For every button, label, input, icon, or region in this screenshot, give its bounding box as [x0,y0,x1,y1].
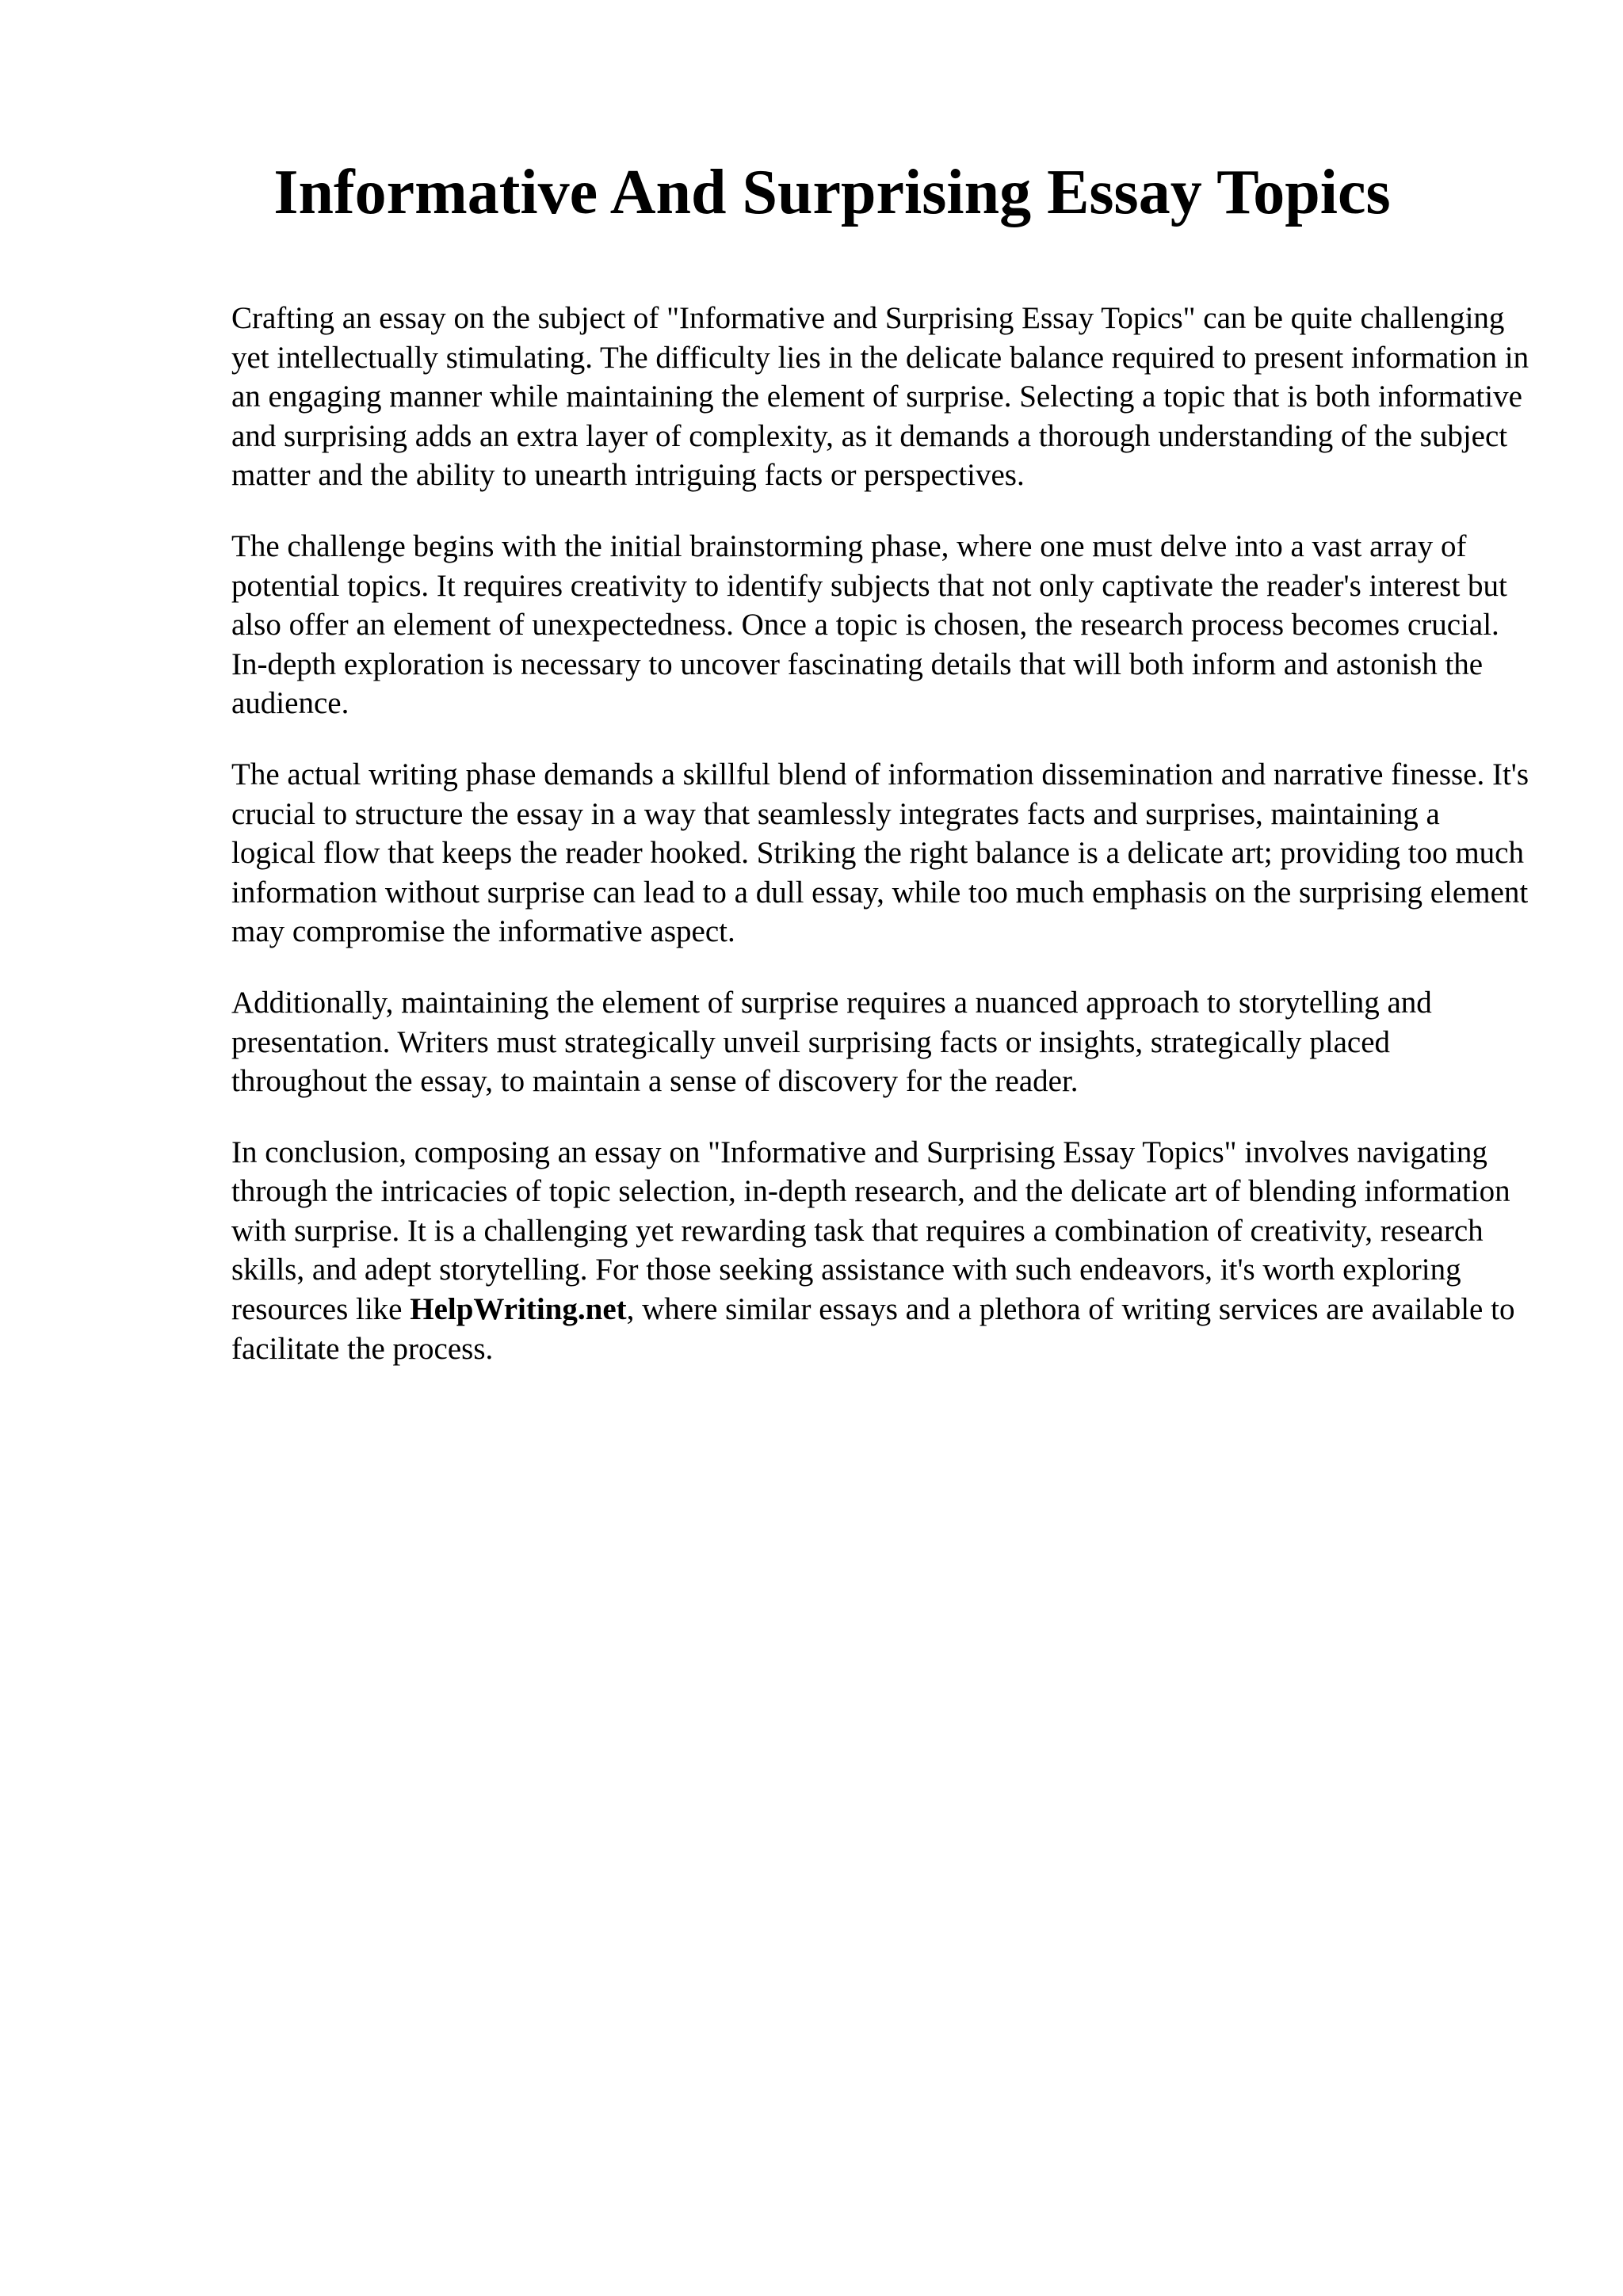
paragraph-3: The actual writing phase demands a skillful blend of information dissemination and narrative finesse. It's crucial to structure the essay in a way that seamlessly integrates facts and surprises, maintaining a logical flow that keeps the reader hooked. Striking the right balance is a delicate art; providing too much information without surprise can lead to a dull essay, while too much emphasis on the surprising element may compromise the informative aspect. [231,757,1529,949]
paragraph-conclusion [231,1133,1531,1369]
conclusion-text-before: In conclusion, composing an essay on "Informative and Surprising Essay Topics" involves navigating through the intricacies of topic selection, in-depth research, and the delicate art of blending information with surprise. It is a challenging yet rewarding task that requires a combination of creativity, research skills, and adept storytelling. For those seeking assistance with such endeavors, it's worth exploring resources like [231,1135,1510,1327]
page-title: Informative And Surprising Essay Topics [273,158,1391,227]
essay-body [231,299,1531,1400]
paragraph-4: Additionally, maintaining the element of surprise requires a nuanced approach to storytelling and presentation. Writers must strategically unveil surprising facts or insights, strategically placed throughout the essay, to maintain a sense of discovery for the reader. [231,985,1432,1099]
conclusion-text-after: , where similar essays and a plethora of writing services are available to facilitate the process. [231,1292,1515,1366]
paragraph-2: The challenge begins with the initial brainstorming phase, where one must delve into a vast array of potential topics. It requires creativity to identify subjects that not only captivate the reader's interest but also offer an element of unexpectedness. Once a topic is chosen, the research process becomes crucial. In-depth exploration is necessary to uncover fascinating details that will both inform and astonish the audience. [231,528,1507,721]
paragraph-1: Crafting an essay on the subject of "Informative and Surprising Essay Topics" can be quite challenging yet intellectually stimulating. The difficulty lies in the delicate balance required to present information in an engaging manner while maintaining the element of surprise. Selecting a topic that is both informative and surprising adds an extra layer of complexity, as it demands a thorough understanding of the subject matter and the ability to unearth intriguing facts or perspectives. [231,301,1529,493]
helpwriting-link[interactable]: HelpWriting.net [410,1292,627,1327]
